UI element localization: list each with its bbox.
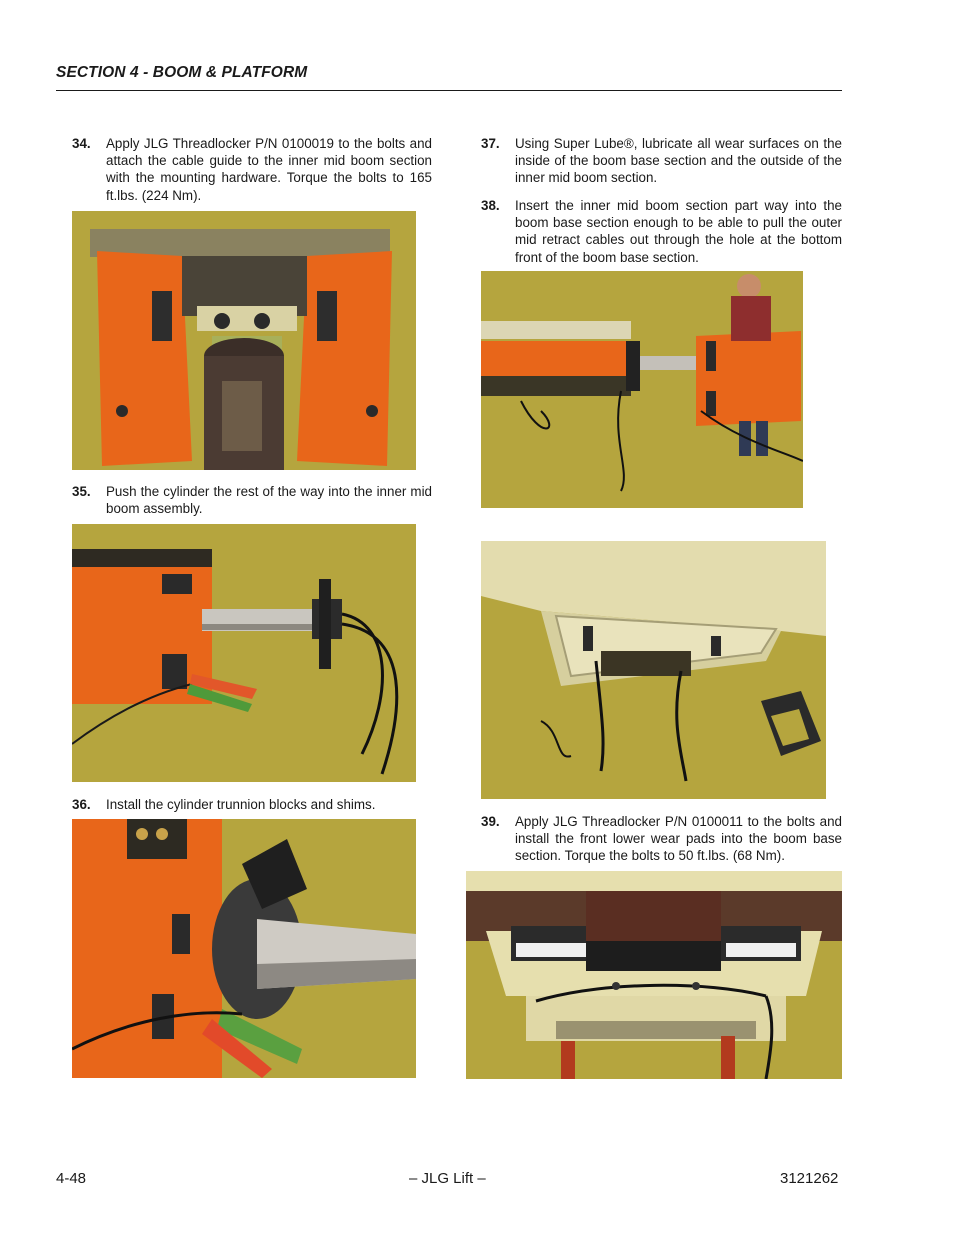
step-text: Using Super Lube®, lubricate all wear surfaces on the inside of the boom base section and the outside of the inner mid boom section. xyxy=(515,136,842,186)
step-text: Push the cylinder the rest of the way into the inner mid boom assembly. xyxy=(106,484,432,517)
page-number: 4-48 xyxy=(56,1170,87,1187)
photo-front-lower-wear-pads xyxy=(466,871,842,1079)
step-34 xyxy=(72,135,432,204)
step-number: 36. xyxy=(72,797,91,812)
photo-cable-guide-installed xyxy=(72,211,416,470)
step-number: 35. xyxy=(72,484,91,499)
photo-trunnion-blocks xyxy=(72,819,416,1078)
photo-cables-through-hole xyxy=(481,541,826,799)
step-text: Apply JLG Threadlocker P/N 0100011 to the bolts and install the front lower wear pads into the boom base section. Torque the bolts to 50 ft.lbs. (68 Nm). xyxy=(515,814,842,864)
step-36 xyxy=(72,796,432,813)
step-number: 39. xyxy=(481,814,500,829)
step-text: Apply JLG Threadlocker P/N 0100019 to the bolts and attach the cable guide to the inner mid boom section with the mounting hardware. Torque the bolts to 165 ft.lbs. (224 Nm). xyxy=(106,136,432,203)
header-divider xyxy=(56,90,842,91)
step-35 xyxy=(72,483,432,517)
photo-cylinder-pushed-in xyxy=(72,524,416,782)
footer-center-label: – JLG Lift – xyxy=(409,1170,486,1187)
step-37 xyxy=(481,135,842,187)
step-number: 38. xyxy=(481,198,500,213)
step-text: Install the cylinder trunnion blocks and shims. xyxy=(106,797,376,812)
section-title: SECTION 4 - BOOM & PLATFORM xyxy=(56,64,308,81)
step-number: 34. xyxy=(72,136,91,151)
step-38 xyxy=(481,197,842,266)
step-39 xyxy=(481,813,842,865)
document-number: 3121262 xyxy=(780,1170,839,1187)
step-number: 37. xyxy=(481,136,500,151)
photo-inner-mid-into-base xyxy=(481,271,803,508)
step-text: Insert the inner mid boom section part way into the boom base section enough to be able to pull the outer mid retract cables out through the hole at the bottom front of the boom base section. xyxy=(515,198,842,265)
